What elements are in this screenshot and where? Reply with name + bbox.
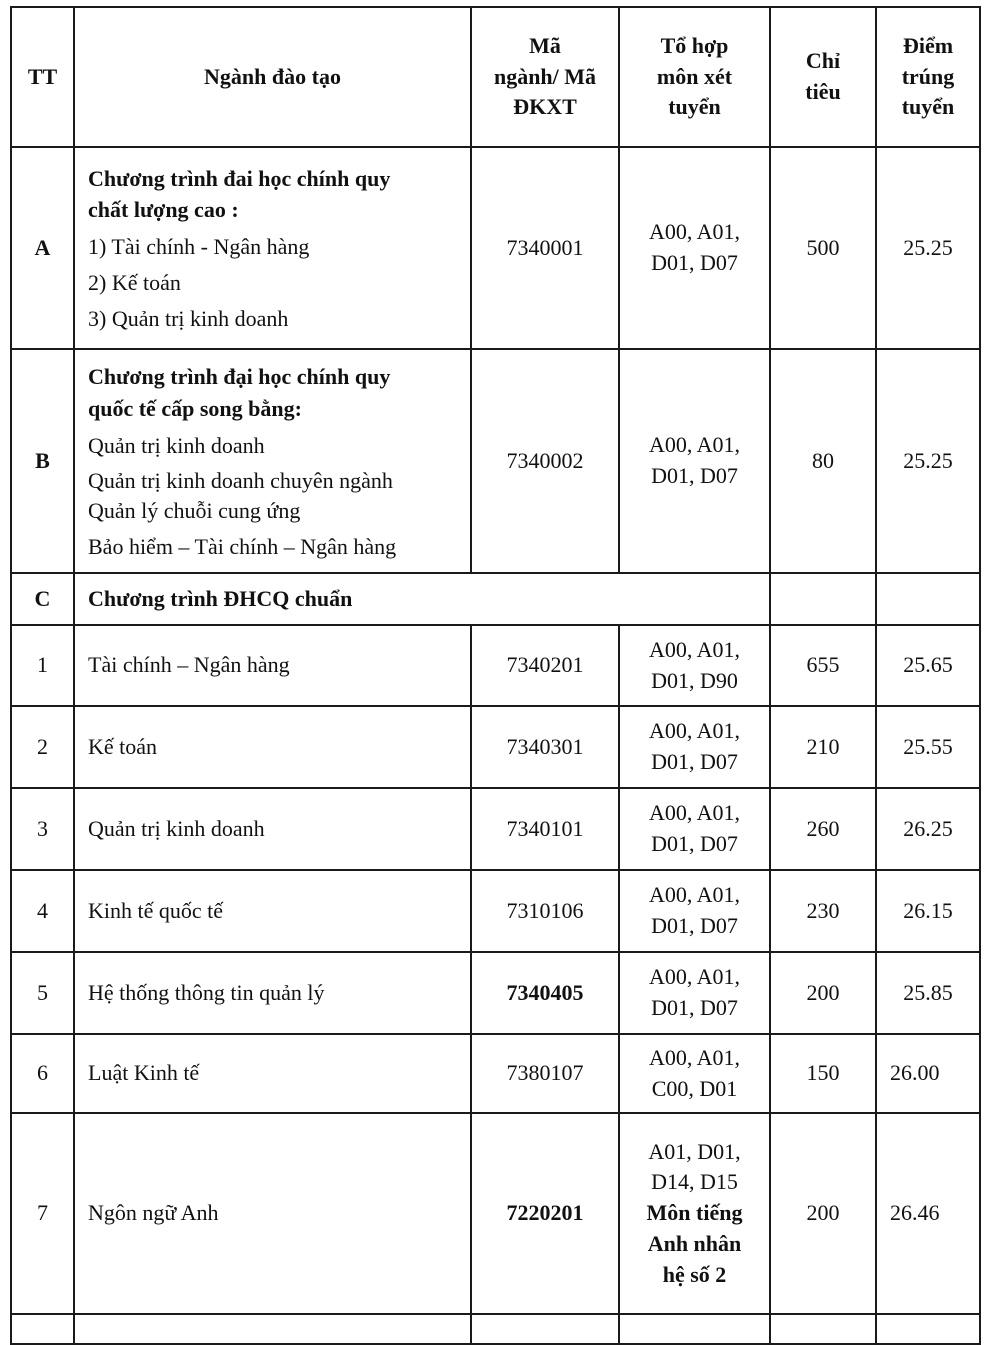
quota: 210 (770, 706, 876, 788)
empty-cell (11, 1314, 74, 1344)
program-item: Bảo hiểm – Tài chính – Ngân hàng (88, 533, 397, 559)
table-row (11, 625, 980, 706)
row-tt: B (11, 349, 74, 573)
header-quota (770, 7, 876, 147)
section-row-c (11, 573, 980, 625)
header-quota-line: tiêu (805, 79, 841, 104)
header-combo-line: môn xét (656, 63, 733, 89)
subject-combination (619, 788, 770, 870)
combo-line: A00, A01, (648, 432, 741, 458)
admission-score: 26.00 (876, 1034, 980, 1113)
quota: 80 (770, 349, 876, 573)
admission-score: 25.25 (876, 349, 980, 573)
major-code: 7340002 (471, 349, 619, 573)
program-title-line: Chương trình đai học chính quy (88, 165, 391, 191)
table-row-partial (11, 1314, 980, 1344)
table-row (11, 870, 980, 952)
combo-note-line: hệ số 2 (662, 1261, 727, 1287)
combo-line: D14, D15 (651, 1169, 738, 1195)
quota: 500 (770, 147, 876, 349)
subject-combination (619, 870, 770, 952)
row-tt: 2 (11, 706, 74, 788)
major-name: Tài chính – Ngân hàng (74, 625, 471, 706)
header-tt: TT (11, 7, 74, 147)
combo-line: A00, A01, (648, 636, 741, 662)
program-description (74, 147, 471, 349)
empty-cell (876, 573, 980, 625)
header-code-line: ngành/ Mã (493, 63, 597, 89)
major-code: 7340101 (471, 788, 619, 870)
major-code: 7380107 (471, 1034, 619, 1113)
program-item: Quản trị kinh doanh (88, 432, 265, 458)
empty-cell (74, 1314, 471, 1344)
subject-combination (619, 1034, 770, 1113)
header-score-line: tuyển (901, 94, 955, 120)
program-title-line: chất lượng cao : (88, 197, 239, 223)
quota: 260 (770, 788, 876, 870)
program-item: 2) Kế toán (88, 270, 181, 296)
combo-line: D01, D07 (651, 749, 738, 774)
major-code: 7310106 (471, 870, 619, 952)
row-tt: 7 (11, 1113, 74, 1314)
program-row-b (11, 349, 980, 573)
combo-line: C00, D01 (651, 1075, 738, 1101)
table-row (11, 788, 980, 870)
header-code (471, 7, 619, 147)
combo-line: D01, D07 (651, 995, 738, 1020)
admission-score: 26.15 (876, 870, 980, 952)
row-tt: 3 (11, 788, 74, 870)
section-title: Chương trình ĐHCQ chuẩn (74, 573, 770, 625)
quota: 655 (770, 625, 876, 706)
combo-line: A00, A01, (648, 219, 741, 245)
combo-line: D01, D07 (651, 463, 738, 488)
subject-combination (619, 952, 770, 1034)
major-code: 7340405 (471, 952, 619, 1034)
empty-cell (471, 1314, 619, 1344)
combo-line: D01, D07 (651, 250, 738, 275)
program-item: Quản trị kinh doanh chuyên ngành (88, 468, 393, 494)
quota: 200 (770, 952, 876, 1034)
quota: 150 (770, 1034, 876, 1113)
header-code-line: ĐKXT (513, 94, 577, 120)
quota: 230 (770, 870, 876, 952)
empty-cell (619, 1314, 770, 1344)
combo-note-line: Môn tiếng (646, 1200, 743, 1226)
header-combo-line: tuyển (668, 94, 721, 120)
program-row-a (11, 147, 980, 349)
header-quota-line: Chỉ (805, 48, 841, 74)
header-major: Ngành đào tạo (74, 7, 471, 147)
empty-cell (876, 1314, 980, 1344)
subject-combination (619, 349, 770, 573)
program-title (88, 361, 464, 425)
admission-score-table (10, 6, 981, 1345)
program-title-line: Chương trình đại học chính quy (88, 363, 391, 389)
subject-combination (619, 625, 770, 706)
row-tt: 5 (11, 952, 74, 1034)
major-name: Hệ thống thông tin quản lý (74, 952, 471, 1034)
empty-cell (770, 1314, 876, 1344)
header-score-line: Điểm (902, 32, 954, 58)
major-code: 7340301 (471, 706, 619, 788)
admission-score: 25.85 (876, 952, 980, 1034)
combo-line: D01, D90 (651, 667, 738, 693)
combo-line: A00, A01, (648, 964, 741, 990)
admission-score: 25.55 (876, 706, 980, 788)
major-name: Kế toán (74, 706, 471, 788)
admission-score: 26.25 (876, 788, 980, 870)
major-code: 7340201 (471, 625, 619, 706)
program-description (74, 349, 471, 573)
combo-line: A00, A01, (648, 882, 741, 908)
combo-line: D01, D07 (651, 913, 738, 938)
empty-cell (770, 573, 876, 625)
header-score (876, 7, 980, 147)
row-tt: C (11, 573, 74, 625)
program-item: Quản lý chuỗi cung ứng (88, 497, 301, 523)
program-item: 3) Quản trị kinh doanh (88, 305, 289, 331)
combo-line: A00, A01, (648, 800, 741, 826)
subject-combination (619, 147, 770, 349)
table-row (11, 706, 980, 788)
major-name: Ngôn ngữ Anh (74, 1113, 471, 1314)
major-code: 7220201 (471, 1113, 619, 1314)
quota: 200 (770, 1113, 876, 1314)
subject-combination (619, 706, 770, 788)
admission-score: 26.46 (876, 1113, 980, 1314)
header-score-line: trúng (901, 63, 955, 89)
admission-score: 25.25 (876, 147, 980, 349)
combo-note-line: Anh nhân (647, 1230, 742, 1256)
program-item: 1) Tài chính - Ngân hàng (88, 234, 310, 260)
major-name: Quản trị kinh doanh (74, 788, 471, 870)
table-row (11, 1113, 980, 1314)
major-name: Luật Kinh tế (74, 1034, 471, 1113)
major-name: Kinh tế quốc tế (74, 870, 471, 952)
admission-score: 25.65 (876, 625, 980, 706)
major-code: 7340001 (471, 147, 619, 349)
header-combo-line: Tổ hợp (660, 32, 729, 58)
row-tt: 1 (11, 625, 74, 706)
header-combo (619, 7, 770, 147)
program-title-line: quốc tế cấp song bằng: (88, 395, 302, 421)
combo-line: D01, D07 (651, 831, 738, 856)
table-row (11, 1034, 980, 1113)
combo-line: A00, A01, (648, 718, 741, 744)
program-title (88, 163, 464, 227)
table-row (11, 952, 980, 1034)
row-tt: A (11, 147, 74, 349)
subject-combination (619, 1113, 770, 1314)
row-tt: 4 (11, 870, 74, 952)
table-header-row (11, 7, 980, 147)
header-code-line: Mã (529, 32, 561, 58)
combo-line: A01, D01, (648, 1138, 741, 1164)
row-tt: 6 (11, 1034, 74, 1113)
combo-line: A00, A01, (648, 1044, 741, 1070)
